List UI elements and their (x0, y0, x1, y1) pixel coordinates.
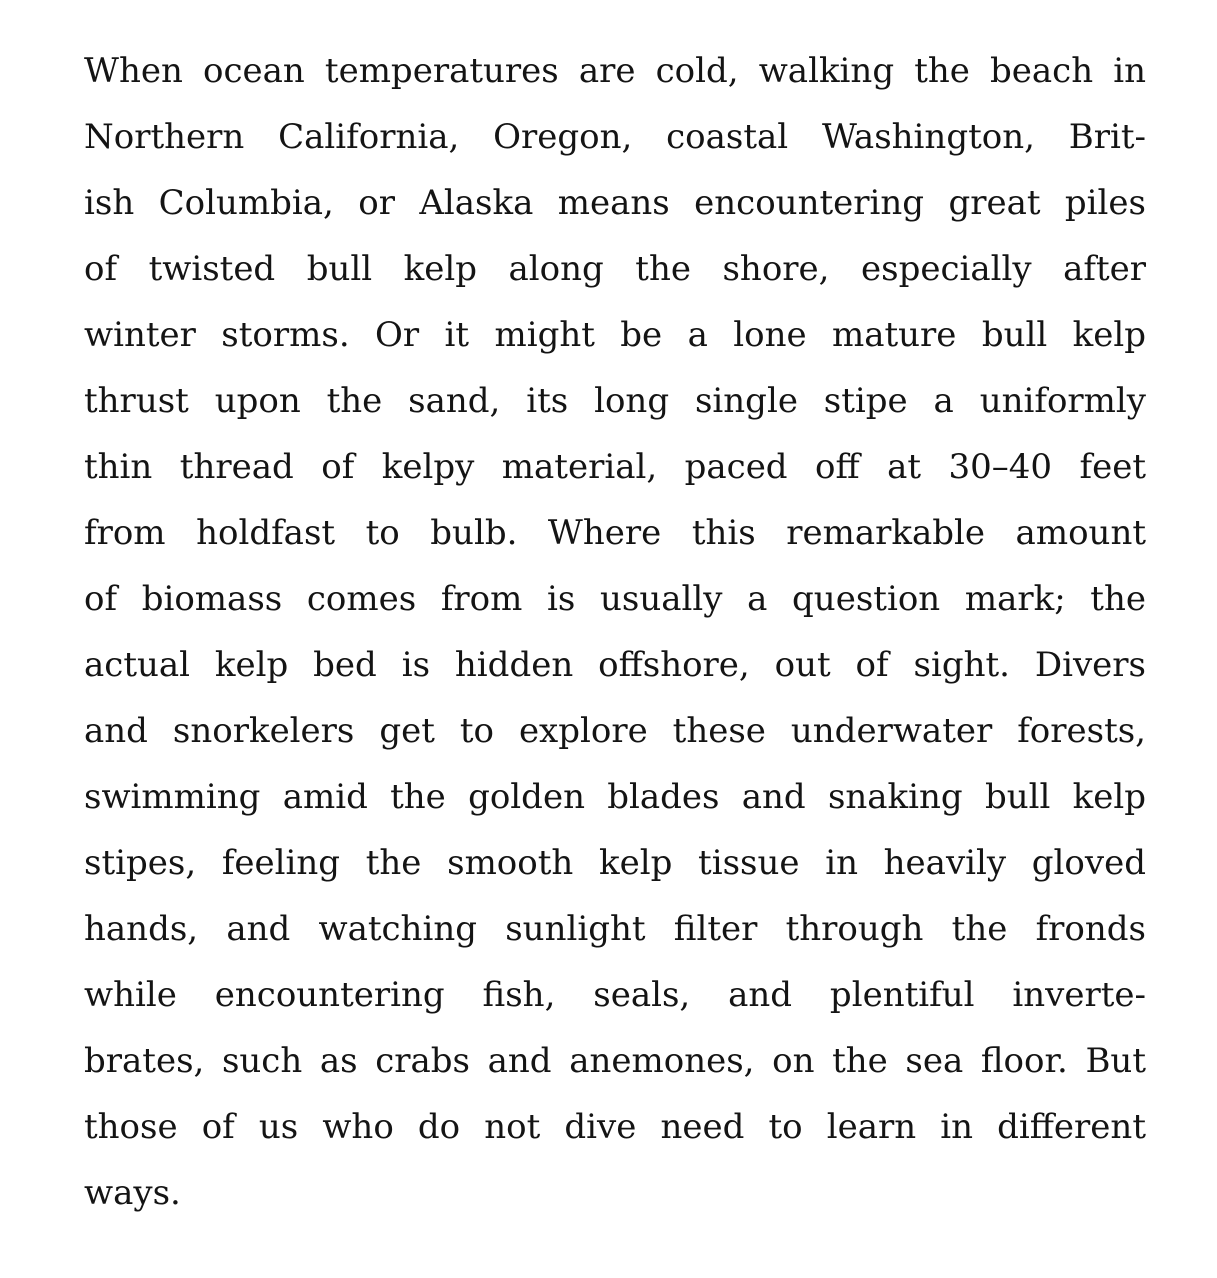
paragraph-line-17: those of us who do not dive need to learn in different (84, 1107, 1146, 1147)
paragraph-line-16: brates, such as crabs and anemones, on the sea floor. But (84, 1041, 1146, 1081)
paragraph-line-3: ish Columbia, or Alaska means encountering great piles (84, 183, 1146, 223)
paragraph-line-1: When ocean temperatures are cold, walking the beach in (84, 51, 1146, 91)
paragraph-line-10: actual kelp bed is hidden offshore, out of sight. Divers (84, 645, 1146, 685)
paragraph-line-15: while encountering fish, seals, and plentiful inverte- (84, 975, 1146, 1015)
paragraph-line-6: thrust upon the sand, its long single stipe a uniformly (84, 381, 1146, 421)
paragraph-line-8: from holdfast to bulb. Where this remarkable amount (84, 513, 1146, 553)
text-paragraph (84, 38, 1146, 1226)
paragraph-line-5: winter storms. Or it might be a lone mature bull kelp (84, 315, 1146, 355)
paragraph-line-11: and snorkelers get to explore these underwater forests, (84, 711, 1146, 751)
paragraph-line-12: swimming amid the golden blades and snaking bull kelp (84, 777, 1146, 817)
paragraph-line-9: of biomass comes from is usually a question mark; the (84, 579, 1146, 619)
paragraph-line-7: thin thread of kelpy material, paced off at 30–40 feet (84, 447, 1146, 487)
paragraph-line-14: hands, and watching sunlight filter through the fronds (84, 909, 1146, 949)
paragraph-line-13: stipes, feeling the smooth kelp tissue in heavily gloved (84, 843, 1146, 883)
paragraph-line-4: of twisted bull kelp along the shore, especially after (84, 249, 1146, 289)
paragraph-line-2: Northern California, Oregon, coastal Washington, Brit- (84, 117, 1146, 157)
paragraph-line-18: ways. (84, 1173, 181, 1213)
